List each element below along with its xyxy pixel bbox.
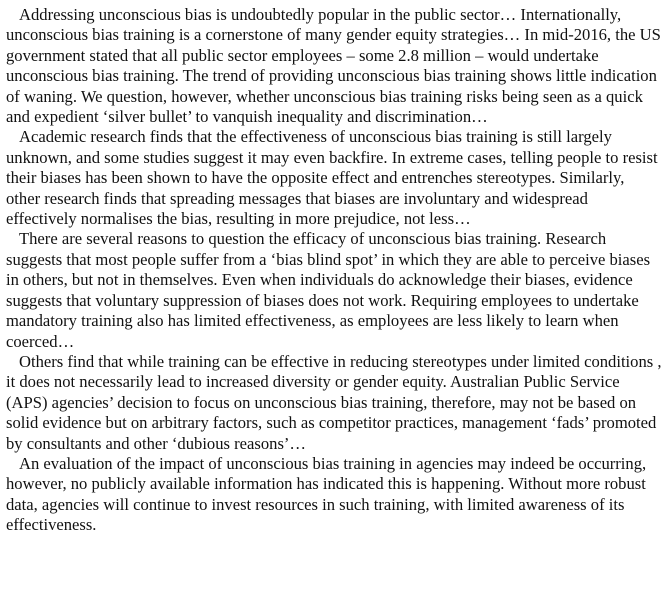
paragraph-3: There are several reasons to question the efficacy of unconscious bias training. Research suggests that most people suffer from a ‘bias blind spot’ in which they are able to perceive biases in others, but not in themselves. Even when individuals do acknowledge their biases, evidence suggests that voluntary suppression of biases does not work. Requiring employees to undertake mandatory training also has limited effectiveness, as employees are less likely to learn when coerced… (6, 229, 651, 351)
paragraph-4: Others find that while training can be effective in reducing stereotypes under limited conditions , it does not necessarily lead to increased diversity or gender equity. Australian Public Service (APS) agencies’ decision to focus on unconscious bias training, therefore, may not be based on solid evidence but on arbitrary factors, such as competitor practices, management ‘fads’ promoted by consultants and other ‘dubious reasons’… (6, 351, 662, 453)
paragraph-1: Addressing unconscious bias is undoubtedly popular in the public sector… Internationally, unconscious bias training is a cornerstone of many gender equity strategies… In mid-2016, the US government stated that all public sector employees – some 2.8 million – would undertake unconscious bias training. The trend of providing unconscious bias training shows little indication of waning. We question, however, whether unconscious bias training risks being seen as a quick and expedient ‘silver bullet’ to vanquish inequality and discrimination… (6, 5, 661, 127)
paragraph-2: Academic research finds that the effectiveness of unconscious bias training is still largely unknown, and some studies suggest it may even backfire. In extreme cases, telling people to resist their biases has been shown to have the opposite effect and entrenches stereotypes. Similarly, other research finds that spreading messages that biases are involuntary and widespread effectively normalises the bias, resulting in more prejudice, not less… (6, 127, 658, 229)
paragraph-5: An evaluation of the impact of unconscious bias training in agencies may indeed be occurring, however, no publicly available information has indicated this is happening. Without more robust data, agencies will continue to invest resources in such training, with limited awareness of its effectiveness. (6, 453, 647, 535)
